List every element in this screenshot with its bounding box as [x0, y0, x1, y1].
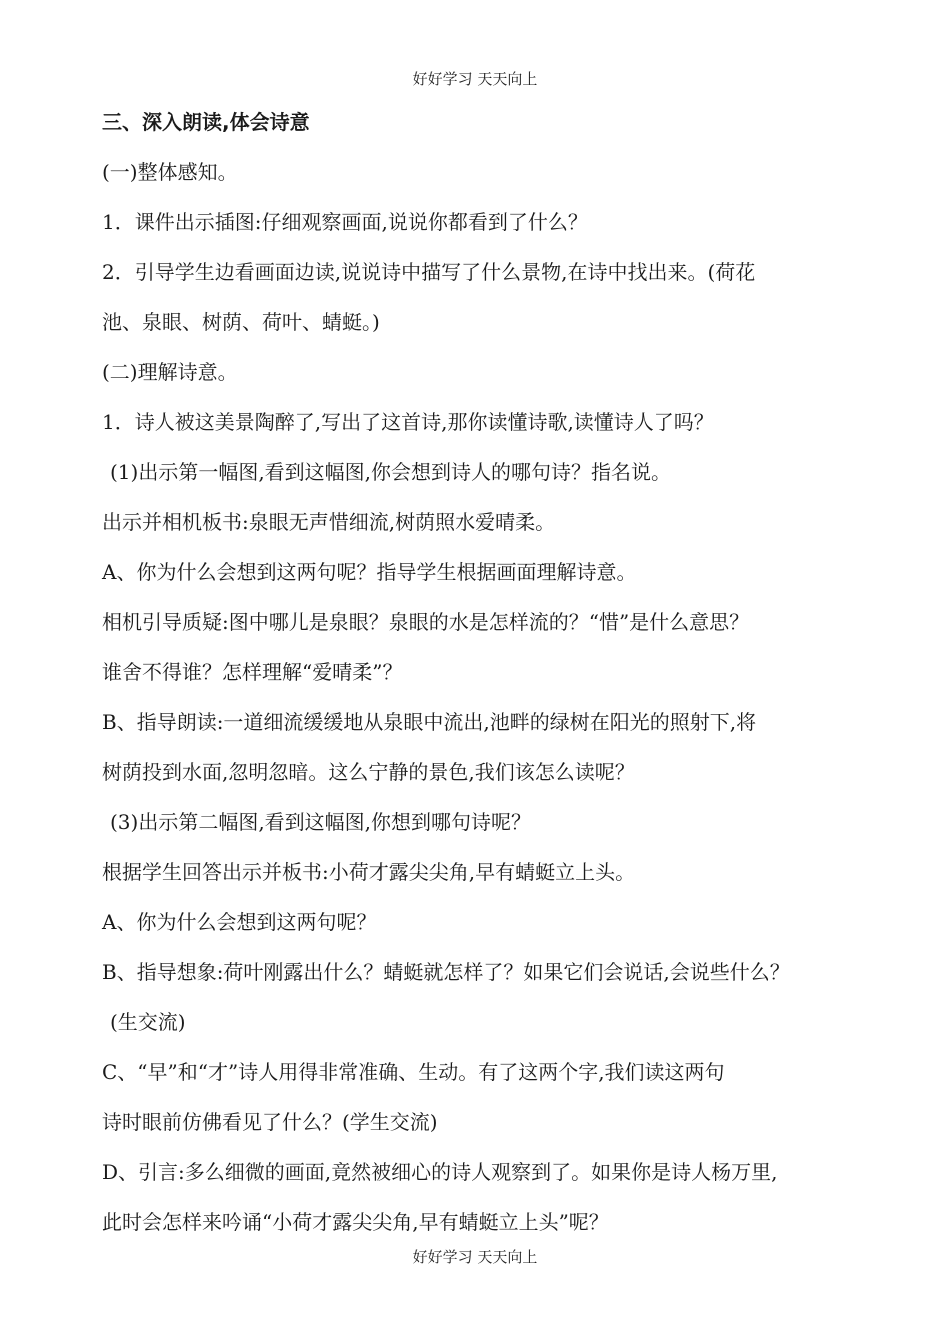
paragraph-line: 池、泉眼、树荫、荷叶、蜻蜓。) — [102, 310, 380, 334]
subsection-heading: (一)整体感知。 — [102, 160, 238, 184]
paragraph-line: 1．诗人被这美景陶醉了,写出了这首诗,那你读懂诗歌,读懂诗人了吗？ — [102, 410, 714, 434]
paragraph-line: 2．引导学生边看画面边读,说说诗中描写了什么景物,在诗中找出来。(荷花 — [102, 260, 756, 284]
paragraph-line: 树荫投到水面,忽明忽暗。这么宁静的景色,我们该怎么读呢？ — [102, 760, 635, 784]
paragraph-line: A、你为什么会想到这两句呢？ — [102, 910, 377, 934]
paragraph-line: (生交流) — [110, 1010, 186, 1034]
subsection-heading: (二)理解诗意。 — [102, 360, 238, 384]
paragraph-line: 相机引导质疑:图中哪儿是泉眼？泉眼的水是怎样流的？“惜”是什么意思？ — [102, 610, 750, 634]
paragraph-line: 1．课件出示插图:仔细观察画面,说说你都看到了什么？ — [102, 210, 588, 234]
page-header: 好好学习 天天向上 — [412, 70, 538, 88]
section-title: 三、深入朗读,体会诗意 — [102, 110, 310, 134]
paragraph-line: 谁舍不得谁？怎样理解“爱晴柔”？ — [102, 660, 403, 684]
page-footer: 好好学习 天天向上 — [412, 1248, 538, 1266]
paragraph-line: 根据学生回答出示并板书:小荷才露尖尖角,早有蜻蜓立上头。 — [102, 860, 636, 884]
paragraph-line: B、指导朗读:一道细流缓缓地从泉眼中流出,池畔的绿树在阳光的照射下,将 — [102, 710, 757, 734]
paragraph-line: C、“早”和“才”诗人用得非常准确、生动。有了这两个字,我们读这两句 — [102, 1060, 725, 1084]
paragraph-line: (3)出示第二幅图,看到这幅图,你想到哪句诗呢？ — [110, 810, 532, 834]
paragraph-line: A、你为什么会想到这两句呢？指导学生根据画面理解诗意。 — [102, 560, 637, 584]
paragraph-line: B、指导想象:荷叶刚露出什么？蜻蜓就怎样了？如果它们会说话,会说些什么？ — [102, 960, 790, 984]
paragraph-line: D、引言:多么细微的画面,竟然被细心的诗人观察到了。如果你是诗人杨万里, — [102, 1160, 778, 1184]
paragraph-line: 此时会怎样来吟诵“小荷才露尖尖角,早有蜻蜓立上头”呢？ — [102, 1210, 609, 1234]
paragraph-line: 出示并相机板书:泉眼无声惜细流,树荫照水爱晴柔。 — [102, 510, 556, 534]
paragraph-line: 诗时眼前仿佛看见了什么？(学生交流) — [102, 1110, 438, 1134]
paragraph-line: (1)出示第一幅图,看到这幅图,你会想到诗人的哪句诗？指名说。 — [110, 460, 672, 484]
